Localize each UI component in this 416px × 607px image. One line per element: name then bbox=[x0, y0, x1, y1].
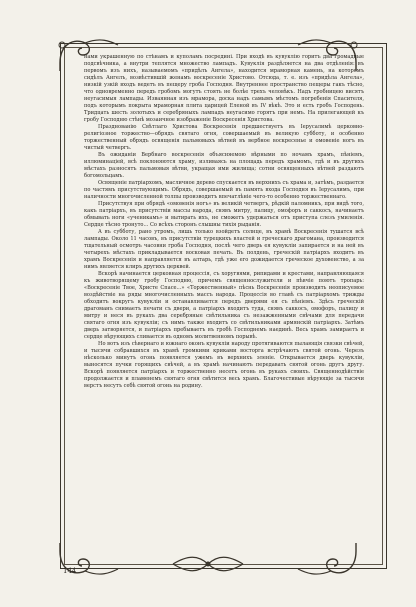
paragraph: Вскорѣ начинается церковная процессія, съ хоругвями, рипидами и крестами, направляющаяся къ животворящему гробу Господню, причемъ священнослужители и пѣвчіе поютъ тропарь: «Воскресеніе Твое, Христе Спасе...» «Торжественный» пѣснь Воскресенія производить неописуемое воздѣйствіе на ряды многочисленныхъ массъ народа. Процессія во главѣ съ патріархомъ трижды обходитъ вокругъ кувукліи и останавливается передъ дверями ея съ пѣніемъ. Здѣсь греческій драгоманъ снимаетъ печати съ двери, а патріархъ входитъ туда, снявъ саккосъ, омофоръ, палицу и митру и неся въ рукахъ два серебряные свѣтильника съ незажженными свѣчами для передачи святаго огня изъ кувукліи; съ нимъ также входитъ со свѣтильниками армянскій патріархъ. Затѣмъ дверь затворяется, и патріархъ пребываетъ въ гробѣ Господнемъ наединѣ. Весь храмъ замираетъ и сердце вѣрующихъ сливается въ одномъ молитвенномъ порывѣ. bbox=[84, 271, 364, 340]
paragraph: Присутствуя при обрядѣ «омовенія ногъ» въ великій четвергъ, рѣдкій паломникъ, при видѣ того, какъ патріархъ, въ присутствіи массы народа, снявъ митру, палицу, омофоръ и саккосъ, начинаетъ обмывать ноги «ученикамъ» и вытирать ихъ, не сможетъ удержаться отъ приступа слезъ умиленія. Сердце тѣсно тронуто... Со всѣхъ сторонъ слышны тихія рыданія. bbox=[84, 201, 364, 228]
paragraph: нами украшенную по стѣнамъ и куполамъ посредині. При входѣ въ кувуклію горитъ два громадные подсвѣчника, а внутри теплятся множество лампадъ. Кувуклія раздѣляется на два отдѣленія: въ первомъ изъ нихъ, называемомъ «придѣлъ Ангела», находится мраморная камень, на которомъ сидѣлъ Ангелъ, возвѣстившій женамъ воскресеніе Христово. Отсюда, т. е. изъ «придѣла Ангела», низкій узкій входъ ведетъ въ пещеру гроба Господня. Внутреннее пространство пещеры гакъ тѣсно, что одновременно передъ гробомъ могутъ стоять не болѣе трехъ человѣкъ. Надъ гробницею висятъ неугасимыя лампады. Изваянная изъ мрамора, доска надъ самымъ мѣстомъ погребенія Спасителя, подъ которымъ покрыта мраморная плита царицей Еленой въ IV вѣкѣ. Это и есть гробъ Господень. Тридцать шесть золотыхъ и серебряныхъ лампадъ неугасимо горятъ при немъ. На прилегающей къ гробу Господню стѣнѣ мозаичное изображеніе Воскресенія Христова. bbox=[84, 54, 364, 123]
paragraph: Празднованію Свѣтлаго Христова Воскресенія предшествуетъ въ Іерусалимѣ церковно-религіозное торжество—обрядъ святаго огня, совершаемый въ великую субботу, и особенно торжественный обрядъ освященія пальмовыхъ вѣтвей въ вербное воскресенье и омовеніе ногъ въ чистый четвергъ. bbox=[84, 124, 364, 151]
paragraph: А въ субботу, рано утромъ, лишь только взойдетъ солнце, въ храмѣ Воскресенія тушатся всѣ лампады. Около 11 часовъ, въ присутствіи турецкихъ властей и греческаго драгомана, производится тщательный осмотръ часовни гроба Господня, послѣ чего дверь ея кувукліи запирается и на ней въ четырехъ мѣстахъ прикладывается восковая печать. Въ полдень, греческій патріархъ входитъ въ храмъ Воскресенія и направляется въ алтарь, гдѣ уже его дожидается греческое духовенство, а за нимъ является клиръ другихъ церквей. bbox=[84, 229, 364, 270]
paragraph: Въ ожиданіи Вербнаго воскресенія объясняемою вѣрными по ночамъ храмъ, пѣніемъ, иллюминаціей, всѣ поклоняются храму, изливаясь на площадь передъ храмомъ, гдѣ и въ другихъ мѣстахъ разносятъ пальмовыя вѣтви, укращая ими жилища; сотни освященныхъ вѣтвей раздаютъ богомольцамъ. bbox=[84, 152, 364, 179]
paragraph: Но вотъ изъ сѣвернаго и южнаго оконъ кувукліи народу протягиваются пылающія связки свѣчей, и тысячи собравшихся въ храмѣ громкими криками восторга встрѣчаютъ святой огонь. Черезъ нѣсколько минутъ огонь появляется ужемъ въ верхнихъ эленіе. Открывается дверь кувукліи, выносятся пучки горящихъ свѣчей, а въ храмѣ начинаютъ передавать святой огонь другъ другу. Вскорѣ появляется патріархъ и торжественно несетъ огонь въ рукахъ своихъ. Священнодѣйствіе продолжается и пламенемъ святаго огня свѣтится весь храмъ. Благочестивые вѣрующіе за тысячи верстъ несутъ себѣ святой огонь на родину. bbox=[84, 341, 364, 389]
page-number: 144 bbox=[63, 567, 77, 575]
paragraph: Освященіе патріархомъ, масличное дерево спускается въ верхнихъ съ храма и, затѣмъ, раздается по частямъ присутствующимъ. Обрядъ, совершаемый въ память входа Господня въ Іерусалимъ, при наличности многочисленной толпы производитъ впечатлѣніе чего-то особенно торжественнаго. bbox=[84, 180, 364, 200]
body-text bbox=[84, 54, 364, 558]
